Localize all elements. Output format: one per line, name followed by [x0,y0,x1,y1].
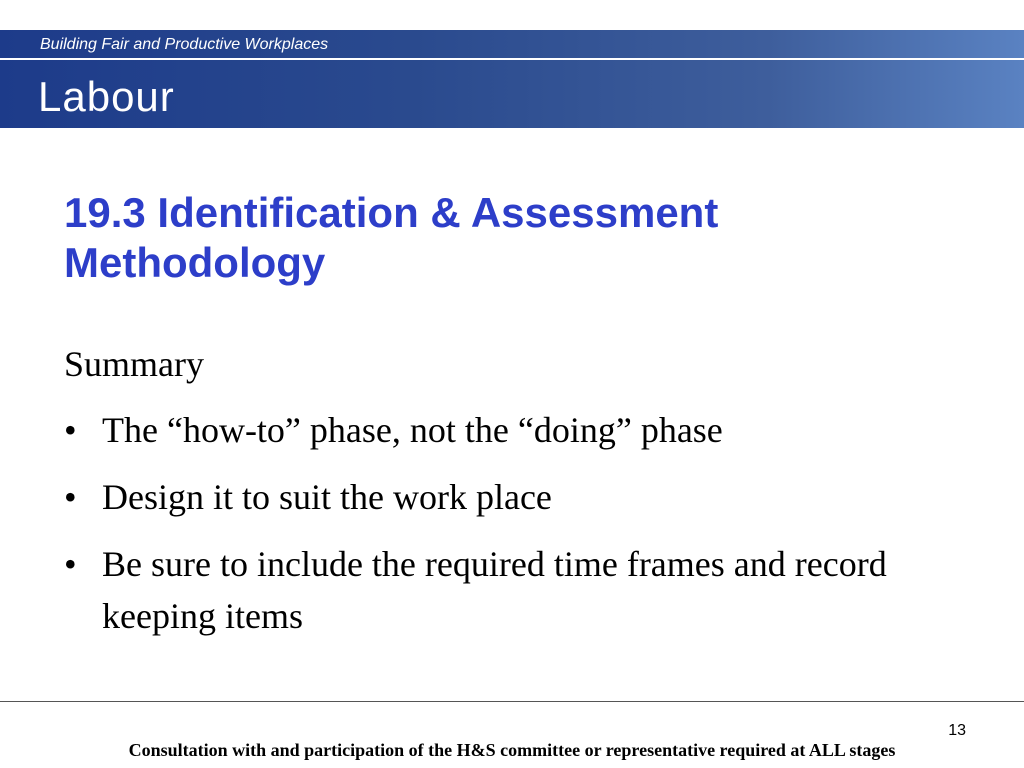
bullet-dot-icon: • [64,477,77,517]
bullet-list [64,404,944,642]
slide-title: 19.3 Identification & Assessment Methodology [64,189,719,286]
bullet-text: Design it to suit the work place [102,477,552,517]
bullet-text: The “how-to” phase, not the “doing” phase [102,410,723,450]
bullet-item [64,404,944,456]
bullet-dot-icon: • [64,410,77,450]
slide-content [64,338,944,657]
header-tagline: Building Fair and Productive Workplaces [40,36,329,53]
page-number: 13 [948,722,966,739]
bullet-text: Be sure to include the required time frames and record keeping items [102,544,887,636]
footer-divider [0,701,1024,702]
bullet-item [64,471,944,523]
brand-logo-text: Labour [38,73,175,120]
bullet-item [64,538,944,642]
footer-note: Consultation with and participation of the H&S committee or representative required at ALL stages [128,740,896,760]
bullet-dot-icon: • [64,544,77,584]
summary-label: Summary [64,344,204,384]
